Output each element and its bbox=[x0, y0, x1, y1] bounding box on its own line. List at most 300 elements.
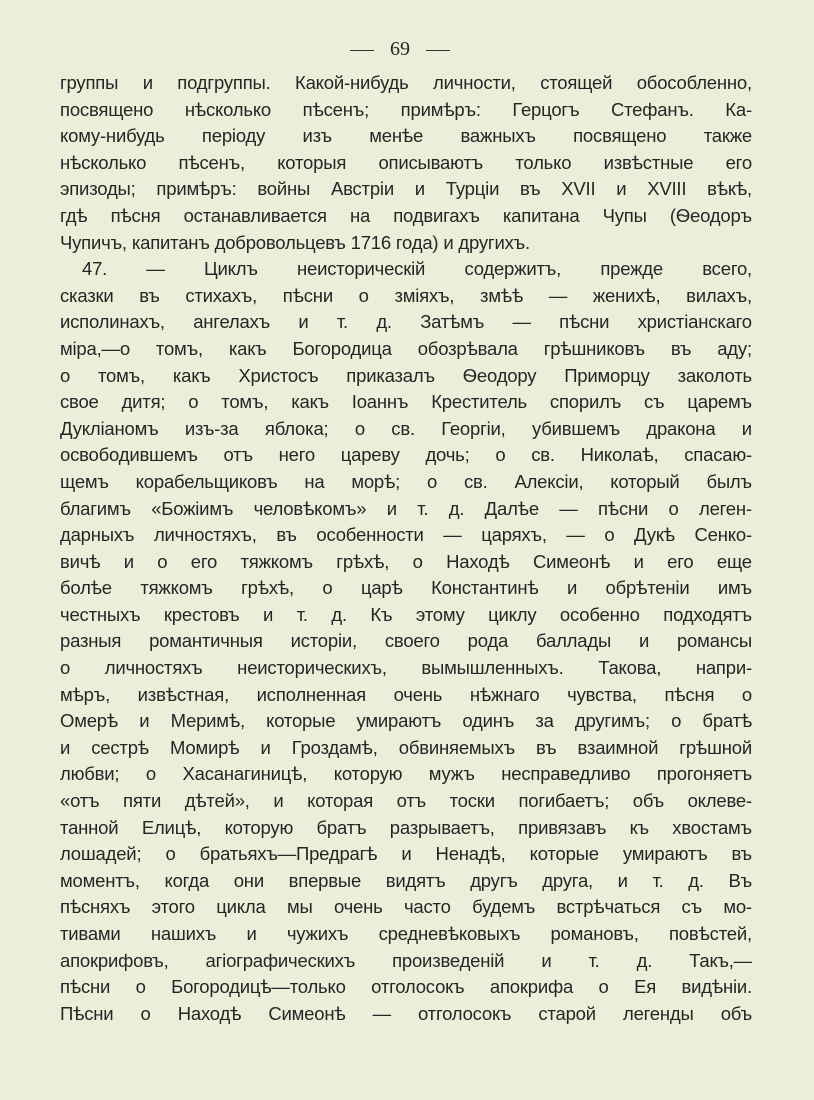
word: другъ bbox=[470, 869, 518, 891]
word: вичѣ bbox=[60, 550, 101, 572]
word: женихѣ, bbox=[592, 284, 661, 306]
text-line bbox=[60, 176, 752, 203]
word: Христосъ bbox=[238, 364, 319, 386]
word: на bbox=[349, 204, 371, 226]
word: нашихъ bbox=[150, 923, 217, 944]
word: вѣкѣ, bbox=[707, 178, 752, 200]
word: пѣсенъ; bbox=[302, 98, 370, 120]
page-number: 69 bbox=[390, 38, 410, 60]
word: — bbox=[443, 524, 462, 546]
word: имъ bbox=[717, 577, 752, 599]
word: за bbox=[535, 710, 554, 732]
word: останавливается bbox=[183, 204, 327, 226]
word: братѣ bbox=[702, 710, 752, 732]
word: посвящено bbox=[60, 98, 154, 120]
text-line bbox=[60, 682, 752, 709]
word: прогоняетъ bbox=[656, 763, 752, 785]
word: томъ, bbox=[221, 391, 269, 413]
word: благимъ bbox=[60, 497, 131, 519]
word: отъ bbox=[223, 444, 253, 466]
word: одинъ bbox=[462, 710, 515, 732]
text-line bbox=[60, 442, 752, 469]
word: которая bbox=[307, 790, 374, 812]
word: тяжкомъ bbox=[240, 550, 313, 572]
word: леген- bbox=[698, 497, 752, 519]
word: этого bbox=[151, 896, 195, 918]
word: апокрифовъ, bbox=[60, 949, 169, 971]
word: и bbox=[60, 736, 71, 758]
word: мѣръ, bbox=[60, 683, 111, 705]
word: болѣе bbox=[60, 577, 112, 599]
word: пяти bbox=[123, 790, 162, 812]
word: тивами bbox=[60, 923, 121, 944]
word: лошадей; bbox=[60, 843, 142, 865]
text-line bbox=[60, 761, 752, 788]
word: извѣстная, bbox=[137, 683, 230, 705]
word: личности, bbox=[433, 72, 516, 93]
word: особенно bbox=[559, 603, 640, 625]
word: о bbox=[165, 843, 176, 865]
text-line bbox=[60, 921, 752, 948]
word: средневѣковыхъ bbox=[378, 923, 521, 944]
word: дитя; bbox=[121, 391, 166, 413]
word: личностяхъ bbox=[104, 657, 203, 679]
word: св. bbox=[391, 417, 415, 439]
word: баллады bbox=[536, 630, 612, 652]
word: о bbox=[157, 550, 168, 572]
word: д. bbox=[376, 311, 392, 333]
word: какъ bbox=[172, 364, 211, 386]
word: въ bbox=[536, 736, 557, 758]
word: въ bbox=[731, 843, 752, 865]
word: Австріи bbox=[330, 178, 394, 200]
word: напри- bbox=[695, 657, 752, 679]
word: Находѣ bbox=[446, 550, 510, 572]
word: — bbox=[372, 1002, 391, 1024]
word: мы bbox=[286, 896, 313, 918]
text-line bbox=[60, 97, 752, 124]
word: мо- bbox=[723, 896, 752, 918]
word: него bbox=[278, 444, 315, 466]
word: Такова, bbox=[598, 657, 662, 679]
text-line bbox=[60, 522, 752, 549]
word: Елицѣ, bbox=[141, 816, 202, 838]
word: о bbox=[145, 763, 156, 785]
word: о bbox=[358, 284, 369, 306]
word: объ bbox=[720, 1002, 752, 1024]
word: Стефанъ. bbox=[610, 98, 694, 120]
word: о bbox=[354, 417, 365, 439]
word: яблока; bbox=[264, 417, 329, 439]
word: Дукѣ bbox=[634, 524, 675, 546]
word: о bbox=[426, 470, 438, 492]
text-line bbox=[60, 283, 752, 310]
word: Какой-нибудь bbox=[295, 72, 409, 93]
word: дочь; bbox=[425, 444, 470, 466]
word: христіанскаго bbox=[637, 311, 752, 333]
word: нѣсколько bbox=[184, 98, 272, 120]
word: чужихъ bbox=[286, 923, 349, 944]
word: мужъ bbox=[428, 763, 475, 785]
word: заколоть bbox=[677, 364, 752, 386]
text-line bbox=[60, 868, 752, 895]
word: въ bbox=[520, 178, 541, 200]
text-line bbox=[60, 655, 752, 682]
word: въ bbox=[139, 284, 160, 306]
word: какъ bbox=[228, 337, 267, 359]
text-line bbox=[60, 496, 752, 523]
text-line: Чупичъ, капитанъ добровольцевъ 1716 года) и другихъ. bbox=[60, 231, 530, 253]
text-line bbox=[60, 363, 752, 390]
word: — bbox=[566, 524, 585, 546]
word: разныя bbox=[60, 630, 122, 652]
word: Въ bbox=[728, 869, 752, 891]
word: произведеній bbox=[392, 949, 505, 971]
word: т. bbox=[296, 603, 308, 625]
text-line bbox=[60, 549, 752, 576]
word: періоду bbox=[201, 125, 266, 147]
word: и bbox=[566, 577, 578, 599]
word: сестрѣ bbox=[91, 736, 149, 758]
word: пѣсни bbox=[559, 311, 610, 333]
word: о bbox=[668, 497, 679, 519]
word: грѣшной bbox=[679, 736, 752, 758]
word: содержитъ, bbox=[464, 258, 562, 280]
text-line bbox=[60, 1001, 752, 1028]
word: Богородицѣ—только bbox=[171, 976, 346, 998]
word: когда bbox=[164, 869, 210, 891]
word: разрываетъ, bbox=[389, 816, 495, 838]
word: неисторическихъ, bbox=[237, 657, 387, 679]
word: и bbox=[638, 630, 650, 652]
word: въ bbox=[276, 524, 297, 546]
word: этому bbox=[415, 603, 465, 625]
word: міра,—о bbox=[60, 337, 130, 359]
word: цикла bbox=[216, 896, 266, 918]
word: встрѣчаться bbox=[556, 896, 661, 918]
word: любви; bbox=[60, 763, 120, 785]
word: и bbox=[263, 603, 274, 625]
word: циклу bbox=[488, 603, 537, 625]
word: Іоаннъ bbox=[351, 391, 409, 413]
word: къ bbox=[629, 816, 649, 838]
word: — bbox=[512, 311, 531, 333]
word: Къ bbox=[370, 603, 393, 625]
word: и bbox=[414, 178, 425, 200]
word: которые bbox=[266, 710, 336, 732]
word: несправедливо bbox=[501, 763, 631, 785]
text-line bbox=[60, 602, 752, 629]
page-number-header bbox=[0, 38, 800, 61]
word: корабельщиковъ bbox=[135, 470, 278, 492]
text-line bbox=[60, 894, 752, 921]
word: о bbox=[495, 444, 506, 466]
text-line bbox=[60, 203, 752, 230]
word: неисторическій bbox=[296, 258, 426, 280]
dash-divider bbox=[350, 50, 374, 51]
word: и bbox=[142, 72, 153, 93]
word: которыя bbox=[277, 151, 347, 173]
word: «отъ bbox=[60, 790, 100, 812]
text-line bbox=[60, 974, 752, 1001]
dash-divider bbox=[426, 50, 450, 51]
word: и bbox=[633, 550, 644, 572]
word: грѣхѣ, bbox=[241, 577, 294, 599]
word: томъ, bbox=[155, 337, 203, 359]
word: Богородица bbox=[292, 337, 392, 359]
word: Сенко- bbox=[694, 524, 752, 546]
word: и bbox=[616, 178, 627, 200]
word: и bbox=[386, 497, 397, 519]
word: д. bbox=[636, 949, 653, 971]
word: Далѣе bbox=[484, 497, 539, 519]
word: томъ, bbox=[97, 364, 145, 386]
word: и bbox=[246, 923, 257, 944]
word: также bbox=[703, 125, 752, 147]
word: нѣсколько bbox=[60, 151, 147, 173]
word: кому-нибудь bbox=[60, 125, 165, 147]
text-line bbox=[60, 735, 752, 762]
word: о bbox=[412, 550, 423, 572]
word: привязавъ bbox=[518, 816, 607, 838]
word: змѣѣ bbox=[480, 284, 524, 306]
word: описываютъ bbox=[378, 151, 484, 173]
word: очень bbox=[333, 896, 383, 918]
word: моментъ, bbox=[60, 869, 140, 891]
word: умираютъ bbox=[622, 843, 708, 865]
word: братъ bbox=[316, 816, 367, 838]
word: примѣръ: bbox=[400, 98, 481, 120]
word: стоящей bbox=[540, 72, 613, 93]
word: своего bbox=[384, 630, 440, 652]
word: будемъ bbox=[472, 896, 536, 918]
word: о bbox=[604, 524, 615, 546]
word: о bbox=[60, 364, 71, 386]
word: дѣтей», bbox=[184, 790, 250, 812]
word: подгруппы. bbox=[177, 72, 271, 93]
word: пѣсни bbox=[282, 284, 333, 306]
word: Георгіи, bbox=[441, 417, 506, 439]
word: на bbox=[304, 470, 325, 492]
word: дракона bbox=[646, 417, 716, 439]
word: о bbox=[598, 976, 609, 998]
word: царяхъ, bbox=[481, 524, 547, 546]
word: его bbox=[725, 151, 752, 173]
word: обвиняемыхъ bbox=[398, 736, 515, 758]
word: чувства, bbox=[567, 683, 637, 705]
word: царемъ bbox=[687, 391, 752, 413]
word: обособленно, bbox=[636, 72, 752, 93]
word: аду; bbox=[717, 337, 752, 359]
word: Омерѣ bbox=[60, 710, 119, 732]
word: всего, bbox=[702, 258, 752, 280]
word: видятъ bbox=[385, 869, 446, 891]
word: эпизоды; bbox=[60, 178, 136, 200]
word: честныхъ bbox=[60, 603, 141, 625]
word: его bbox=[190, 550, 218, 572]
word: примѣръ: bbox=[156, 178, 237, 200]
word: друга, bbox=[542, 869, 593, 891]
word: грѣшниковъ bbox=[543, 337, 645, 359]
word: Николаѣ, bbox=[580, 444, 659, 466]
word: и bbox=[260, 736, 271, 758]
word: повѣстей, bbox=[668, 923, 752, 944]
word: съ bbox=[643, 391, 665, 413]
word: прежде bbox=[600, 258, 663, 280]
word: (Ѳеодоръ bbox=[669, 204, 752, 226]
body-text bbox=[60, 70, 752, 1027]
word: пѣсняхъ bbox=[60, 896, 131, 918]
word: св. bbox=[531, 444, 555, 466]
word: которую bbox=[224, 816, 294, 838]
word: и bbox=[617, 869, 628, 891]
word: отголосокъ bbox=[417, 1002, 512, 1024]
word: приказалъ bbox=[346, 364, 435, 386]
word: умираютъ bbox=[356, 710, 442, 732]
word: Хасанагиницѣ, bbox=[182, 763, 308, 785]
word: Герцогъ bbox=[512, 98, 580, 120]
word: исполинахъ, bbox=[60, 311, 165, 333]
word: рода bbox=[467, 630, 509, 652]
word: Ѳеодору bbox=[462, 364, 537, 386]
word: спорилъ bbox=[549, 391, 622, 413]
word: ангелахъ bbox=[193, 311, 271, 333]
text-line bbox=[60, 628, 752, 655]
word: гдѣ bbox=[60, 204, 88, 226]
word: Ка- bbox=[725, 98, 752, 120]
word: обозрѣвала bbox=[417, 337, 518, 359]
word: XVIII bbox=[647, 178, 687, 200]
word: видѣніи. bbox=[681, 976, 752, 998]
word: съ bbox=[681, 896, 702, 918]
word: убившемъ bbox=[531, 417, 620, 439]
word: Креститель bbox=[431, 391, 527, 413]
word: Турціи bbox=[445, 178, 500, 200]
text-line bbox=[60, 416, 752, 443]
word: дарныхъ bbox=[60, 524, 135, 546]
word: объ bbox=[632, 790, 664, 812]
word: который bbox=[610, 470, 680, 492]
word: его bbox=[667, 550, 694, 572]
text-line bbox=[60, 70, 752, 97]
word: сказки bbox=[60, 284, 114, 306]
word: пѣсня bbox=[110, 204, 161, 226]
word: изъ-за bbox=[184, 417, 239, 439]
word: — bbox=[559, 497, 578, 519]
word: св. bbox=[463, 470, 488, 492]
word: хвостамъ bbox=[672, 816, 752, 838]
word: человѣкомъ» bbox=[253, 497, 367, 519]
word: и bbox=[273, 790, 284, 812]
word: и bbox=[123, 550, 134, 572]
word: т. bbox=[417, 497, 429, 519]
word: исполненная bbox=[256, 683, 366, 705]
word: Приморцу bbox=[564, 364, 650, 386]
word: и bbox=[541, 949, 552, 971]
word: о bbox=[140, 1002, 151, 1024]
word: еще bbox=[716, 550, 752, 572]
word: и bbox=[298, 311, 309, 333]
word: старой bbox=[538, 1002, 596, 1024]
word: Циклъ bbox=[204, 258, 258, 280]
word: очень bbox=[393, 683, 443, 705]
word: Чупы bbox=[602, 204, 647, 226]
word: освободившемъ bbox=[60, 444, 198, 466]
word: только bbox=[515, 151, 572, 173]
word: личностяхъ, bbox=[153, 524, 257, 546]
word: Симеонѣ bbox=[533, 550, 611, 572]
text-line bbox=[60, 123, 752, 150]
word: грѣхѣ, bbox=[336, 550, 390, 572]
word: пѣсня bbox=[664, 683, 715, 705]
word: и bbox=[741, 417, 752, 439]
word: морѣ; bbox=[351, 470, 401, 492]
word: Ненадѣ, bbox=[435, 843, 506, 865]
word: взаимной bbox=[577, 736, 659, 758]
word: 47. bbox=[82, 258, 108, 280]
text-line bbox=[60, 256, 752, 283]
word: пѣсни bbox=[597, 497, 649, 519]
word: XVII bbox=[561, 178, 596, 200]
word: легенды bbox=[622, 1002, 694, 1024]
word: тоски bbox=[449, 790, 495, 812]
text-line bbox=[60, 815, 752, 842]
word: спасаю- bbox=[684, 444, 752, 466]
word: романовъ, bbox=[550, 923, 639, 944]
word: вымышленныхъ. bbox=[421, 657, 564, 679]
word: подходятъ bbox=[663, 603, 752, 625]
word: оклеве- bbox=[687, 790, 752, 812]
word: — bbox=[146, 258, 165, 280]
word: особенности bbox=[316, 524, 424, 546]
text-line bbox=[60, 389, 752, 416]
word: обрѣтеніи bbox=[605, 577, 690, 599]
text-line bbox=[60, 841, 752, 868]
word: тяжкомъ bbox=[140, 577, 213, 599]
word: танной bbox=[60, 816, 119, 838]
word: стихахъ, bbox=[185, 284, 258, 306]
word: о bbox=[322, 577, 333, 599]
word: романсы bbox=[676, 630, 752, 652]
word: впервые bbox=[288, 869, 362, 891]
word: какъ bbox=[291, 391, 329, 413]
word: Находѣ bbox=[177, 1002, 242, 1024]
word: исторіи, bbox=[290, 630, 357, 652]
word: капитана bbox=[502, 204, 580, 226]
word: о bbox=[741, 683, 752, 705]
word: группы bbox=[60, 72, 119, 93]
word: отголосокъ bbox=[371, 976, 465, 998]
text-line bbox=[60, 336, 752, 363]
word: д. bbox=[688, 869, 704, 891]
word: войны bbox=[257, 178, 311, 200]
word: т. bbox=[652, 869, 664, 891]
word: «Божіимъ bbox=[151, 497, 234, 519]
word: извѣстные bbox=[603, 151, 694, 173]
word: Момирѣ bbox=[170, 736, 240, 758]
word: Константинѣ bbox=[431, 577, 539, 599]
word: пѣсенъ, bbox=[178, 151, 245, 173]
word: братьяхъ—Предрагѣ bbox=[199, 843, 378, 865]
word: т. bbox=[588, 949, 600, 971]
word: Гроздамѣ, bbox=[291, 736, 378, 758]
word: изъ bbox=[302, 125, 332, 147]
word: Затѣмъ bbox=[420, 311, 485, 333]
text-line bbox=[60, 575, 752, 602]
word: царѣ bbox=[360, 577, 403, 599]
word: о bbox=[60, 657, 71, 679]
text-line bbox=[60, 708, 752, 735]
